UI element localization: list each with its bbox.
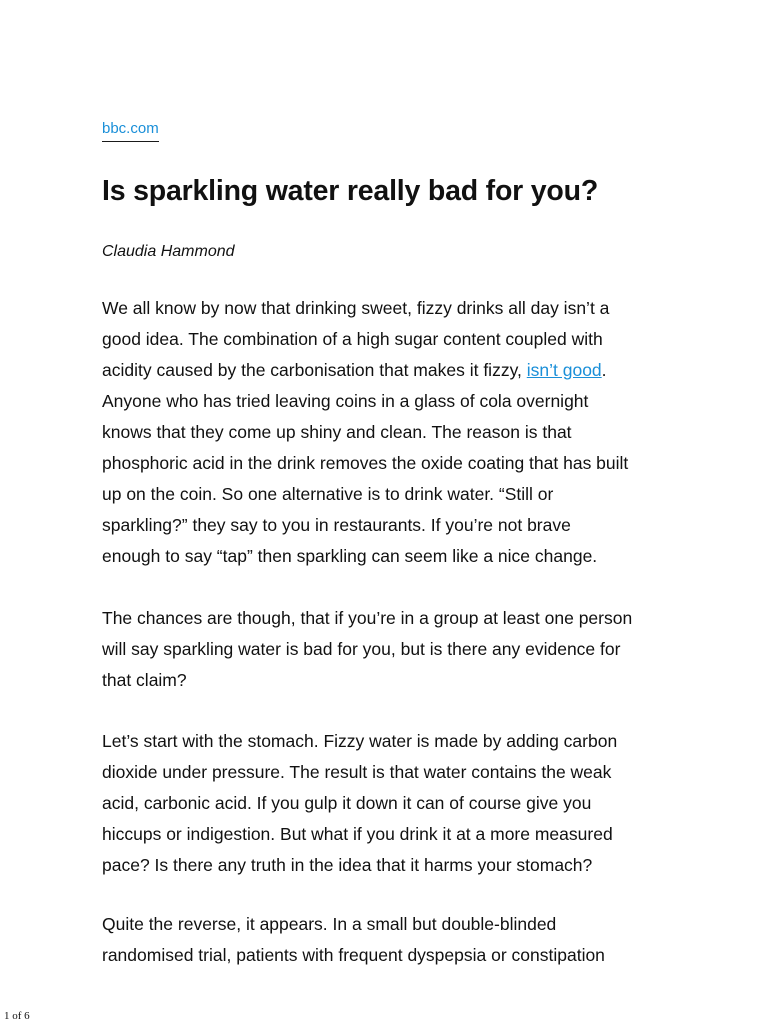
paragraph-line: enough to say “tap” then sparkling can seem like a nice change. xyxy=(102,546,598,566)
isnt-good-link[interactable]: isn’t good xyxy=(526,360,602,380)
paragraph-line: good idea. The combination of a high sugar content coupled with xyxy=(102,329,603,349)
paragraph-line: phosphoric acid in the drink removes the oxide coating that has built xyxy=(102,453,629,473)
paragraph-line: dioxide under pressure. The result is that water contains the weak xyxy=(102,762,612,782)
paragraph-line: We all know by now that drinking sweet, fizzy drinks all day isn’t a xyxy=(102,298,610,318)
article-author: Claudia Hammond xyxy=(102,243,235,260)
paragraph-line: hiccups or indigestion. But what if you drink it at a more measured xyxy=(102,824,613,844)
paragraph-line-with-link xyxy=(102,355,682,386)
paragraph-2 xyxy=(102,603,682,696)
paragraph-line: acid, carbonic acid. If you gulp it down it can of course give you xyxy=(102,793,592,813)
link-trailing-punctuation: . xyxy=(601,360,607,380)
paragraph-line: that claim? xyxy=(102,670,187,690)
paragraph-line: randomised trial, patients with frequent dyspepsia or constipation xyxy=(102,945,605,965)
paragraph-line: The chances are though, that if you’re in a group at least one person xyxy=(102,608,633,628)
paragraph-line: Let’s start with the stomach. Fizzy water is made by adding carbon xyxy=(102,731,618,751)
paragraph-line-text: acidity caused by the carbonisation that makes it fizzy, xyxy=(102,360,527,380)
paragraph-1 xyxy=(102,293,682,572)
paragraph-line: pace? Is there any truth in the idea that it harms your stomach? xyxy=(102,855,593,875)
paragraph-line: knows that they come up shiny and clean. The reason is that xyxy=(102,422,572,442)
paragraph-line: Anyone who has tried leaving coins in a glass of cola overnight xyxy=(102,391,589,411)
source-link[interactable]: bbc.com xyxy=(102,120,159,142)
paragraph-line: up on the coin. So one alternative is to drink water. “Still or xyxy=(102,484,554,504)
paragraph-3 xyxy=(102,726,682,881)
paragraph-line: Quite the reverse, it appears. In a small but double-blinded xyxy=(102,914,557,934)
page-counter: 1 of 6 xyxy=(4,1010,30,1022)
paragraph-4 xyxy=(102,909,682,971)
article-title: Is sparkling water really bad for you? xyxy=(102,175,599,207)
paragraph-line: sparkling?” they say to you in restaurants. If you’re not brave xyxy=(102,515,571,535)
paragraph-line: will say sparkling water is bad for you, but is there any evidence for xyxy=(102,639,621,659)
